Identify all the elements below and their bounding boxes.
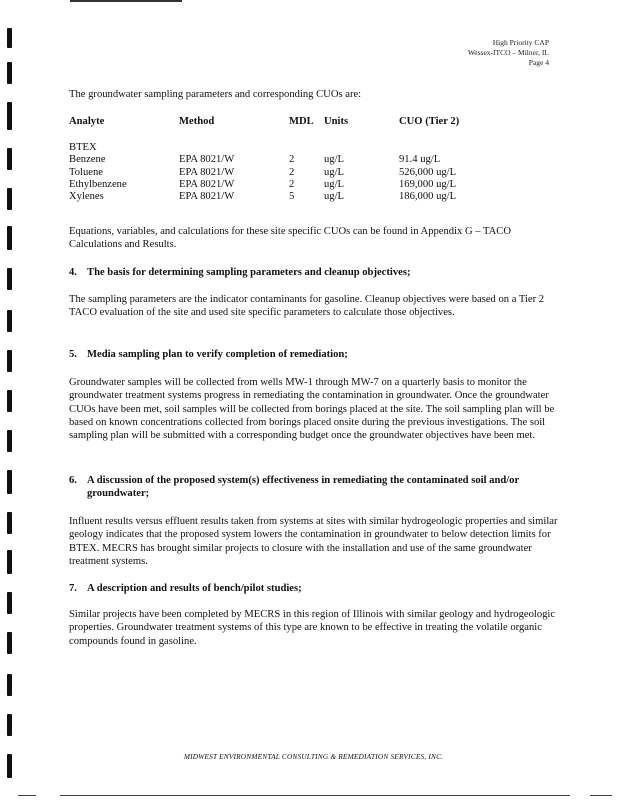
binder-mark [7,592,12,614]
top-scan-line [70,0,182,2]
bottom-scan-line [590,795,612,796]
table-row: Benzene EPA 8021/W 2 ug/L 91.4 ug/L [69,154,441,166]
binder-mark [7,102,12,130]
section-heading-4: 4. The basis for determining sampling parameters and cleanup objectives; [69,267,411,278]
header-report-type: High Priority CAP [492,38,549,47]
header-site-name: Wessex-ITCO – Milner, IL [467,48,549,57]
binder-mark [7,512,12,534]
binder-mark [7,188,12,210]
binder-mark [7,226,12,250]
cuo-table [69,116,489,203]
binder-mark [7,62,12,84]
binder-mark [7,550,12,574]
binder-mark [7,470,12,494]
table-header-row [69,116,489,142]
bottom-scan-line [60,795,570,796]
header-cuo: CUO (Tier 2) [399,116,460,127]
header-method: Method [179,116,215,127]
section-heading-6: 6. A discussion of the proposed system(s) effectiveness in remediating the contaminated soil and/or groundwater; [69,475,519,499]
intro-paragraph: The groundwater sampling parameters and corresponding CUOs are: [69,89,362,100]
table-group-label: BTEX [69,142,97,153]
header-units: Units [324,116,349,127]
binder-mark [7,430,12,452]
binder-mark [7,350,12,372]
appendix-note: Equations, variables, and calculations for these site specific CUOs can be found in Appendix G – TACO Calculations and Results. [69,226,512,251]
binder-mark [7,674,12,696]
table-row: Toluene EPA 8021/W 2 ug/L 526,000 ug/L [69,166,457,178]
header-page-number: Page 4 [528,58,549,67]
binder-mark [7,390,12,412]
section-body-6: Influent results versus effluent results taken from systems at sites with similar hydrogeologic properties and similar geology indicates that the proposed system lowers the contamination in groundwater to below detection limits for BTEX. MECRS has brought similar projects to closure with the installation and use of the same groundwater treatment systems. [69,516,558,567]
section-body-4: The sampling parameters are the indicator contaminants for gasoline. Cleanup objectives were based on a Tier 2 TACO evaluation of the site and used site specific parameters to calculate those objectives. [69,294,545,319]
section-heading-5: 5. Media sampling plan to verify completion of remediation; [69,349,348,360]
binder-mark [7,28,12,48]
header-analyte: Analyte [69,116,105,127]
table-row: Ethylbenzene EPA 8021/W 2 ug/L 169,000 ug/L [69,178,457,190]
section-heading-7: 7. A description and results of bench/pilot studies; [69,583,302,594]
binder-mark [7,310,12,332]
section-body-5: Groundwater samples will be collected from wells MW-1 through MW-7 on a quarterly basis to monitor the groundwater treatment systems progress in remediating the contamination in groundwater. Once the groundwater CUOs have been met, soil samples will be collected from borings placed at the site. The soil sampling plan will be based on known concentrations collected from borings placed onsite during the previous investigations. The soil sampling plan will be submitted with a corresponding budget once the groundwater objectives have been met. [69,377,555,442]
section-body-7: Similar projects have been completed by MECRS in this region of Illinois with similar geology and hydrogeologic properties. Groundwater treatment systems of this type are known to be effective in treating the volatile organic compounds found in gasoline. [69,609,556,647]
page-header [468,38,549,68]
binder-mark [7,714,12,736]
binder-mark [7,268,12,290]
company-footer: MIDWEST ENVIRONMENTAL CONSULTING & REMEDIATION SERVICES, INC. [183,752,444,761]
bottom-scan-line [18,795,36,796]
table-row: Xylenes EPA 8021/W 5 ug/L 186,000 ug/L [69,191,457,203]
header-mdl: MDL [289,116,314,127]
binder-mark [7,148,12,170]
binder-mark [7,632,12,654]
